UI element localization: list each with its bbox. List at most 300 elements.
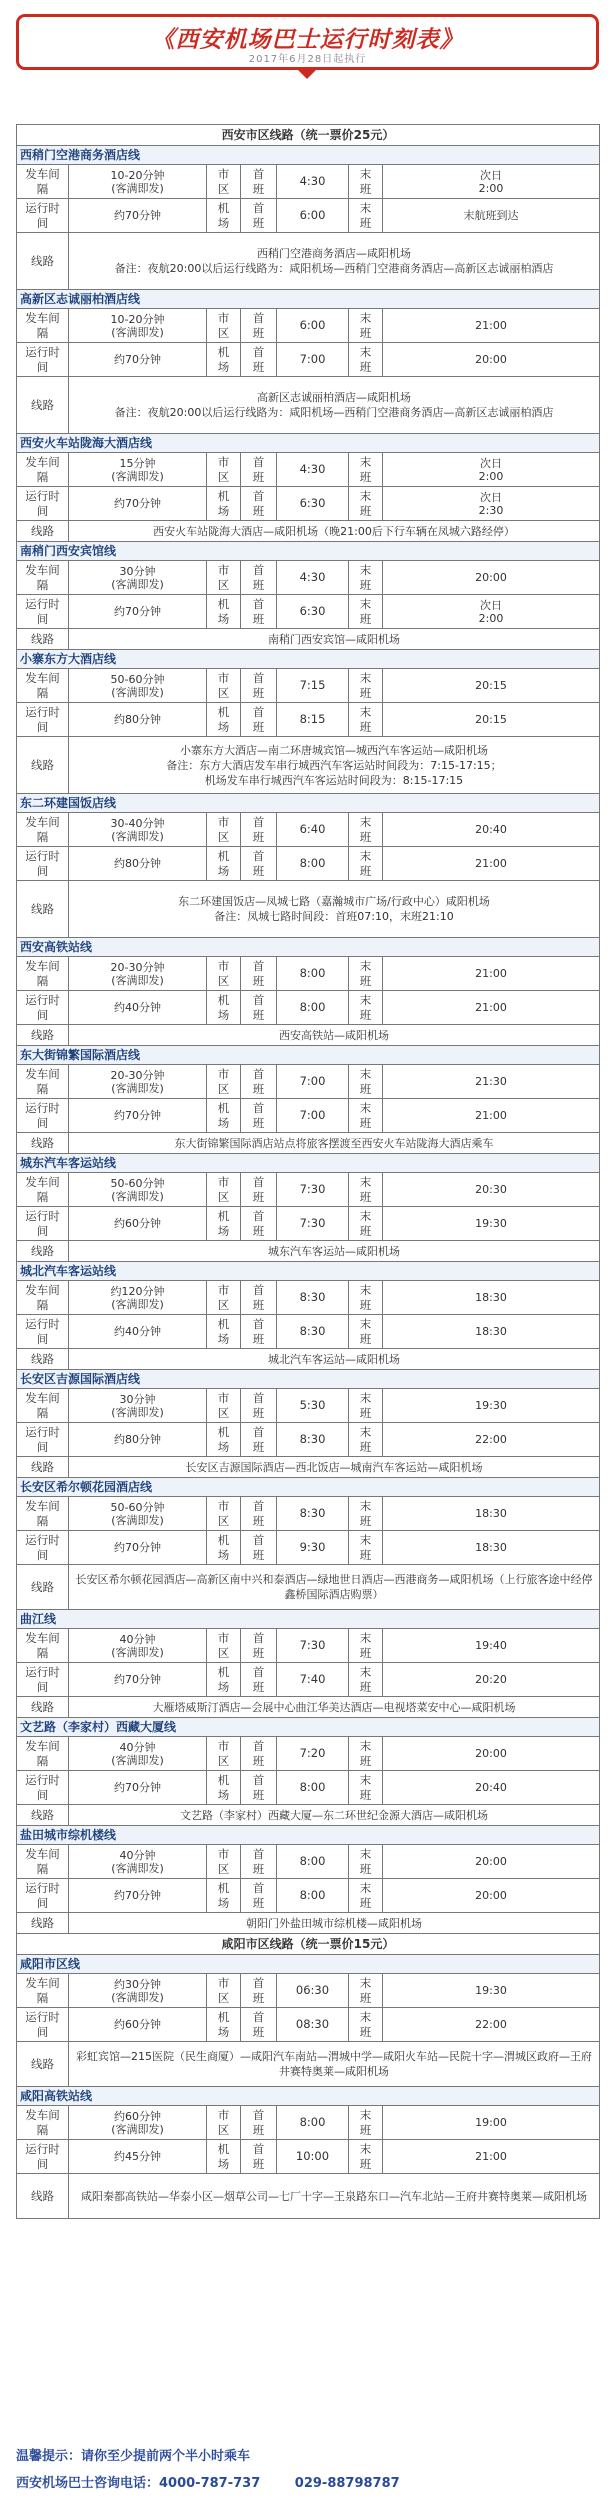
line-header <box>17 146 600 165</box>
route-stops: 咸阳秦都高铁站—华泰小区—烟草公司—七厂十字—王泉路东口—汽车北站—王府井赛特奥莱—咸阳机场 <box>69 2174 600 2219</box>
effective-date: 2017年6月28日起执行 <box>248 54 367 65</box>
airport-first-time: 8:00 <box>277 991 349 1025</box>
line-name: 高新区志诚丽柏酒店线 <box>17 290 600 309</box>
city-departure-row <box>17 1389 600 1423</box>
city-last-time: 次日 2:00 <box>383 453 600 487</box>
city-label: 市 区 <box>207 165 241 199</box>
interval-label: 发车间 隔 <box>17 957 69 991</box>
airport-label: 机 场 <box>207 847 241 881</box>
city-label: 市 区 <box>207 1629 241 1663</box>
city-departure-row <box>17 1281 600 1315</box>
last-label: 末 班 <box>349 1065 383 1099</box>
airport-label: 机 场 <box>207 199 241 233</box>
city-last-time: 19:00 <box>383 2106 600 2140</box>
city-first-time: 7:30 <box>277 1629 349 1663</box>
city-label: 市 区 <box>207 2106 241 2140</box>
airport-last-time: 22:00 <box>383 1423 600 1457</box>
runtime-value: 约70分钟 <box>69 1879 207 1913</box>
line-name: 东大街锦繁国际酒店线 <box>17 1046 600 1065</box>
city-first-time: 4:30 <box>277 453 349 487</box>
last-label: 末 班 <box>349 595 383 629</box>
first-label: 首 班 <box>241 1099 277 1133</box>
interval-value: 20-30分钟 (客满即发) <box>69 957 207 991</box>
runtime-label: 运行时 间 <box>17 1423 69 1457</box>
city-last-time: 21:00 <box>383 957 600 991</box>
interval-label: 发车间 隔 <box>17 453 69 487</box>
airport-label: 机 场 <box>207 1879 241 1913</box>
airport-last-time: 21:00 <box>383 2140 600 2174</box>
city-departure-row <box>17 1974 600 2008</box>
airport-label: 机 场 <box>207 1099 241 1133</box>
airport-departure-row <box>17 595 600 629</box>
hotline-primary: 西安机场巴士咨询电话：4000-787-737 <box>16 2476 261 2491</box>
last-label: 末 班 <box>349 2008 383 2042</box>
airport-first-time: 9:30 <box>277 1531 349 1565</box>
runtime-label: 运行时 间 <box>17 343 69 377</box>
first-label: 首 班 <box>241 1065 277 1099</box>
route-label: 线路 <box>17 521 69 542</box>
airport-label: 机 场 <box>207 1207 241 1241</box>
airport-last-time: 20:00 <box>383 1879 600 1913</box>
last-label: 末 班 <box>349 1974 383 2008</box>
line-header <box>17 434 600 453</box>
runtime-label: 运行时 间 <box>17 199 69 233</box>
airport-departure-row <box>17 2140 600 2174</box>
interval-value: 40分钟 (客满即发) <box>69 1629 207 1663</box>
line-name: 西稍门空港商务酒店线 <box>17 146 600 165</box>
city-first-time: 7:00 <box>277 1065 349 1099</box>
route-stops: 南稍门西安宾馆—咸阳机场 <box>69 629 600 650</box>
interval-value: 约30分钟 (客满即发) <box>69 1974 207 2008</box>
last-label: 末 班 <box>349 1423 383 1457</box>
airport-label: 机 场 <box>207 1771 241 1805</box>
line-name: 小寨东方大酒店线 <box>17 650 600 669</box>
airport-label: 机 场 <box>207 487 241 521</box>
city-last-time: 21:30 <box>383 1065 600 1099</box>
airport-departure-row <box>17 1207 600 1241</box>
interval-label: 发车间 隔 <box>17 813 69 847</box>
runtime-value: 约70分钟 <box>69 343 207 377</box>
airport-first-time: 8:30 <box>277 1423 349 1457</box>
city-first-time: 5:30 <box>277 1389 349 1423</box>
route-row <box>17 1241 600 1262</box>
route-row <box>17 2042 600 2087</box>
route-label: 线路 <box>17 881 69 938</box>
route-label: 线路 <box>17 1805 69 1826</box>
city-first-time: 8:30 <box>277 1497 349 1531</box>
city-first-time: 6:40 <box>277 813 349 847</box>
city-last-time: 19:30 <box>383 1389 600 1423</box>
city-departure-row <box>17 1497 600 1531</box>
airport-first-time: 7:00 <box>277 343 349 377</box>
airport-label: 机 场 <box>207 2008 241 2042</box>
runtime-value: 约60分钟 <box>69 2008 207 2042</box>
interval-value: 40分钟 (客满即发) <box>69 1845 207 1879</box>
last-label: 末 班 <box>349 199 383 233</box>
route-label: 线路 <box>17 1025 69 1046</box>
warm-tip: 温馨提示：请你至少提前两个半小时乘车 <box>16 2449 251 2464</box>
city-first-time: 7:15 <box>277 669 349 703</box>
city-departure-row <box>17 165 600 199</box>
route-row <box>17 521 600 542</box>
line-header <box>17 542 600 561</box>
line-name: 城北汽车客运站线 <box>17 1262 600 1281</box>
route-row <box>17 2174 600 2219</box>
interval-value: 30分钟 (客满即发) <box>69 561 207 595</box>
runtime-label: 运行时 间 <box>17 487 69 521</box>
airport-first-time: 7:00 <box>277 1099 349 1133</box>
city-label: 市 区 <box>207 1497 241 1531</box>
runtime-value: 约70分钟 <box>69 1771 207 1805</box>
runtime-value: 约70分钟 <box>69 1099 207 1133</box>
route-label: 线路 <box>17 1457 69 1478</box>
airport-last-time: 次日 2:00 <box>383 595 600 629</box>
city-label: 市 区 <box>207 1737 241 1771</box>
city-label: 市 区 <box>207 957 241 991</box>
first-label: 首 班 <box>241 1389 277 1423</box>
last-label: 末 班 <box>349 1207 383 1241</box>
runtime-label: 运行时 间 <box>17 991 69 1025</box>
interval-value: 15分钟 (客满即发) <box>69 453 207 487</box>
city-first-time: 7:30 <box>277 1173 349 1207</box>
airport-departure-row <box>17 1663 600 1697</box>
airport-first-time: 8:00 <box>277 1771 349 1805</box>
airport-last-time: 21:00 <box>383 1099 600 1133</box>
airport-last-time: 18:30 <box>383 1531 600 1565</box>
runtime-label: 运行时 间 <box>17 1771 69 1805</box>
last-label: 末 班 <box>349 1771 383 1805</box>
airport-last-time: 20:20 <box>383 1663 600 1697</box>
last-label: 末 班 <box>349 1737 383 1771</box>
first-label: 首 班 <box>241 1315 277 1349</box>
route-row <box>17 629 600 650</box>
city-label: 市 区 <box>207 1065 241 1099</box>
line-name: 南稍门西安宾馆线 <box>17 542 600 561</box>
first-label: 首 班 <box>241 1663 277 1697</box>
route-row <box>17 1565 600 1610</box>
city-label: 市 区 <box>207 669 241 703</box>
runtime-value: 约80分钟 <box>69 703 207 737</box>
runtime-value: 约40分钟 <box>69 1315 207 1349</box>
airport-last-time: 20:00 <box>383 343 600 377</box>
route-row <box>17 1349 600 1370</box>
city-first-time: 06:30 <box>277 1974 349 2008</box>
interval-value: 10-20分钟 (客满即发) <box>69 165 207 199</box>
first-label: 首 班 <box>241 813 277 847</box>
route-row <box>17 1457 600 1478</box>
runtime-label: 运行时 间 <box>17 1531 69 1565</box>
last-label: 末 班 <box>349 1099 383 1133</box>
last-label: 末 班 <box>349 703 383 737</box>
interval-label: 发车间 隔 <box>17 309 69 343</box>
last-label: 末 班 <box>349 1629 383 1663</box>
interval-label: 发车间 隔 <box>17 669 69 703</box>
route-label: 线路 <box>17 629 69 650</box>
first-label: 首 班 <box>241 453 277 487</box>
airport-first-time: 7:30 <box>277 1207 349 1241</box>
airport-last-time: 末航班到达 <box>383 199 600 233</box>
line-header <box>17 1262 600 1281</box>
city-first-time: 8:30 <box>277 1281 349 1315</box>
interval-value: 50-60分钟 (客满即发) <box>69 669 207 703</box>
line-name: 文艺路（李家村）西藏大厦线 <box>17 1718 600 1737</box>
interval-value: 约120分钟 (客满即发) <box>69 1281 207 1315</box>
interval-label: 发车间 隔 <box>17 1845 69 1879</box>
last-label: 末 班 <box>349 957 383 991</box>
runtime-value: 约80分钟 <box>69 1423 207 1457</box>
last-label: 末 班 <box>349 453 383 487</box>
runtime-label: 运行时 间 <box>17 2140 69 2174</box>
route-stops: 高新区志诚丽柏酒店—咸阳机场 备注：夜航20:00以后运行线路为：咸阳机场—西稍门空港商务酒店—高新区志诚丽柏酒店 <box>69 377 600 434</box>
airport-label: 机 场 <box>207 1663 241 1697</box>
airport-first-time: 8:15 <box>277 703 349 737</box>
last-label: 末 班 <box>349 1281 383 1315</box>
line-header <box>17 1718 600 1737</box>
city-first-time: 4:30 <box>277 165 349 199</box>
route-row <box>17 1913 600 1934</box>
city-label: 市 区 <box>207 1974 241 2008</box>
last-label: 末 班 <box>349 1389 383 1423</box>
zone-header <box>17 1934 600 1955</box>
title-banner <box>16 14 599 70</box>
line-header <box>17 1826 600 1845</box>
last-label: 末 班 <box>349 1531 383 1565</box>
airport-first-time: 6:30 <box>277 595 349 629</box>
first-label: 首 班 <box>241 1771 277 1805</box>
line-name: 长安区吉源国际酒店线 <box>17 1370 600 1389</box>
first-label: 首 班 <box>241 1879 277 1913</box>
city-last-time: 19:30 <box>383 1974 600 2008</box>
city-last-time: 20:00 <box>383 1737 600 1771</box>
interval-value: 30-40分钟 (客满即发) <box>69 813 207 847</box>
airport-first-time: 10:00 <box>277 2140 349 2174</box>
hotline-secondary: 029-88798787 <box>294 2476 400 2491</box>
route-stops: 城东汽车客运站—咸阳机场 <box>69 1241 600 1262</box>
runtime-value: 约40分钟 <box>69 991 207 1025</box>
city-last-time: 次日 2:00 <box>383 165 600 199</box>
line-name: 东二环建国饭店线 <box>17 794 600 813</box>
route-label: 线路 <box>17 1349 69 1370</box>
interval-label: 发车间 隔 <box>17 1281 69 1315</box>
airport-last-time: 21:00 <box>383 991 600 1025</box>
last-label: 末 班 <box>349 561 383 595</box>
route-row <box>17 377 600 434</box>
city-last-time: 20:30 <box>383 1173 600 1207</box>
last-label: 末 班 <box>349 847 383 881</box>
airport-departure-row <box>17 2008 600 2042</box>
city-departure-row <box>17 669 600 703</box>
line-header <box>17 290 600 309</box>
route-stops: 朝阳门外盐田城市综机楼—咸阳机场 <box>69 1913 600 1934</box>
city-departure-row <box>17 309 600 343</box>
city-departure-row <box>17 1737 600 1771</box>
first-label: 首 班 <box>241 1531 277 1565</box>
airport-last-time: 18:30 <box>383 1315 600 1349</box>
first-label: 首 班 <box>241 199 277 233</box>
airport-last-time: 21:00 <box>383 847 600 881</box>
airport-label: 机 场 <box>207 1531 241 1565</box>
line-header <box>17 938 600 957</box>
city-label: 市 区 <box>207 1845 241 1879</box>
runtime-label: 运行时 间 <box>17 2008 69 2042</box>
runtime-label: 运行时 间 <box>17 1663 69 1697</box>
airport-departure-row <box>17 343 600 377</box>
airport-first-time: 8:30 <box>277 1315 349 1349</box>
line-name: 长安区希尔顿花园酒店线 <box>17 1478 600 1497</box>
runtime-value: 约45分钟 <box>69 2140 207 2174</box>
interval-label: 发车间 隔 <box>17 1065 69 1099</box>
last-label: 末 班 <box>349 991 383 1025</box>
runtime-value: 约70分钟 <box>69 1663 207 1697</box>
airport-departure-row <box>17 199 600 233</box>
route-row <box>17 881 600 938</box>
route-row <box>17 1697 600 1718</box>
line-header <box>17 650 600 669</box>
city-label: 市 区 <box>207 309 241 343</box>
interval-label: 发车间 隔 <box>17 1974 69 2008</box>
route-stops: 文艺路（李家村）西藏大厦—东二环世纪金源大酒店—咸阳机场 <box>69 1805 600 1826</box>
route-stops: 东大街锦繁国际酒店站点将旅客摆渡至西安火车站陇海大酒店乘车 <box>69 1133 600 1154</box>
runtime-label: 运行时 间 <box>17 703 69 737</box>
city-label: 市 区 <box>207 1281 241 1315</box>
line-header <box>17 1370 600 1389</box>
city-label: 市 区 <box>207 561 241 595</box>
airport-label: 机 场 <box>207 1423 241 1457</box>
route-row <box>17 1025 600 1046</box>
line-name: 曲江线 <box>17 1610 600 1629</box>
airport-first-time: 08:30 <box>277 2008 349 2042</box>
interval-label: 发车间 隔 <box>17 1173 69 1207</box>
route-stops: 城北汽车客运站—咸阳机场 <box>69 1349 600 1370</box>
route-label: 线路 <box>17 2042 69 2087</box>
city-label: 市 区 <box>207 813 241 847</box>
page-title: 《西安机场巴士运行时刻表》 <box>151 27 464 53</box>
airport-first-time: 6:00 <box>277 199 349 233</box>
timetable <box>16 124 600 2219</box>
first-label: 首 班 <box>241 703 277 737</box>
airport-first-time: 8:00 <box>277 1879 349 1913</box>
airport-label: 机 场 <box>207 991 241 1025</box>
city-label: 市 区 <box>207 1173 241 1207</box>
airport-departure-row <box>17 487 600 521</box>
first-label: 首 班 <box>241 1974 277 2008</box>
runtime-value: 约70分钟 <box>69 595 207 629</box>
runtime-value: 约70分钟 <box>69 487 207 521</box>
zone-title: 咸阳市区线路（统一票价15元） <box>17 1934 600 1955</box>
line-header <box>17 1610 600 1629</box>
runtime-label: 运行时 间 <box>17 1207 69 1241</box>
route-row <box>17 1133 600 1154</box>
first-label: 首 班 <box>241 847 277 881</box>
line-header <box>17 1046 600 1065</box>
route-label: 线路 <box>17 1133 69 1154</box>
city-first-time: 7:20 <box>277 1737 349 1771</box>
runtime-label: 运行时 间 <box>17 847 69 881</box>
city-last-time: 20:00 <box>383 1845 600 1879</box>
last-label: 末 班 <box>349 2140 383 2174</box>
interval-label: 发车间 隔 <box>17 1497 69 1531</box>
route-stops: 西安火车站陇海大酒店—咸阳机场（晚21:00后下行车辆在凤城六路经停） <box>69 521 600 542</box>
line-header <box>17 1154 600 1173</box>
interval-value: 50-60分钟 (客满即发) <box>69 1173 207 1207</box>
line-header <box>17 1478 600 1497</box>
airport-label: 机 场 <box>207 343 241 377</box>
line-header <box>17 1955 600 1974</box>
interval-value: 约60分钟 (客满即发) <box>69 2106 207 2140</box>
banner-pointer <box>296 68 318 79</box>
first-label: 首 班 <box>241 487 277 521</box>
first-label: 首 班 <box>241 1737 277 1771</box>
airport-label: 机 场 <box>207 2140 241 2174</box>
city-departure-row <box>17 1629 600 1663</box>
first-label: 首 班 <box>241 669 277 703</box>
first-label: 首 班 <box>241 1629 277 1663</box>
city-first-time: 8:00 <box>277 957 349 991</box>
interval-label: 发车间 隔 <box>17 1389 69 1423</box>
route-label: 线路 <box>17 2174 69 2219</box>
last-label: 末 班 <box>349 1663 383 1697</box>
city-first-time: 6:00 <box>277 309 349 343</box>
first-label: 首 班 <box>241 561 277 595</box>
airport-last-time: 22:00 <box>383 2008 600 2042</box>
airport-departure-row <box>17 1879 600 1913</box>
first-label: 首 班 <box>241 957 277 991</box>
airport-departure-row <box>17 1771 600 1805</box>
airport-last-time: 次日 2:30 <box>383 487 600 521</box>
first-label: 首 班 <box>241 1497 277 1531</box>
route-stops: 西稍门空港商务酒店—咸阳机场 备注：夜航20:00以后运行线路为：咸阳机场—西稍门空港商务酒店—高新区志诚丽柏酒店 <box>69 233 600 290</box>
city-departure-row <box>17 1173 600 1207</box>
last-label: 末 班 <box>349 1173 383 1207</box>
first-label: 首 班 <box>241 1845 277 1879</box>
airport-departure-row <box>17 1531 600 1565</box>
city-last-time: 19:40 <box>383 1629 600 1663</box>
last-label: 末 班 <box>349 813 383 847</box>
last-label: 末 班 <box>349 669 383 703</box>
route-row <box>17 737 600 794</box>
first-label: 首 班 <box>241 343 277 377</box>
route-row <box>17 233 600 290</box>
line-name: 西安火车站陇海大酒店线 <box>17 434 600 453</box>
route-label: 线路 <box>17 1565 69 1610</box>
interval-value: 50-60分钟 (客满即发) <box>69 1497 207 1531</box>
line-header <box>17 2087 600 2106</box>
city-departure-row <box>17 1845 600 1879</box>
route-stops: 长安区吉源国际酒店—西北饭店—城南汽车客运站—咸阳机场 <box>69 1457 600 1478</box>
airport-first-time: 6:30 <box>277 487 349 521</box>
interval-label: 发车间 隔 <box>17 2106 69 2140</box>
airport-last-time: 20:15 <box>383 703 600 737</box>
line-name: 咸阳高铁站线 <box>17 2087 600 2106</box>
city-last-time: 21:00 <box>383 309 600 343</box>
first-label: 首 班 <box>241 595 277 629</box>
airport-first-time: 7:40 <box>277 1663 349 1697</box>
city-first-time: 8:00 <box>277 2106 349 2140</box>
route-stops: 彩虹宾馆—215医院（民生商厦）—咸阳汽车南站—渭城中学—咸阳火车站—民院十字—渭城区政府—王府井赛特奥莱—咸阳机场 <box>69 2042 600 2087</box>
first-label: 首 班 <box>241 1173 277 1207</box>
route-stops: 西安高铁站—咸阳机场 <box>69 1025 600 1046</box>
city-first-time: 4:30 <box>277 561 349 595</box>
city-last-time: 18:30 <box>383 1497 600 1531</box>
airport-departure-row <box>17 1423 600 1457</box>
interval-label: 发车间 隔 <box>17 165 69 199</box>
interval-value: 30分钟 (客满即发) <box>69 1389 207 1423</box>
route-row <box>17 1805 600 1826</box>
runtime-label: 运行时 间 <box>17 1879 69 1913</box>
runtime-label: 运行时 间 <box>17 1315 69 1349</box>
airport-departure-row <box>17 703 600 737</box>
airport-label: 机 场 <box>207 703 241 737</box>
